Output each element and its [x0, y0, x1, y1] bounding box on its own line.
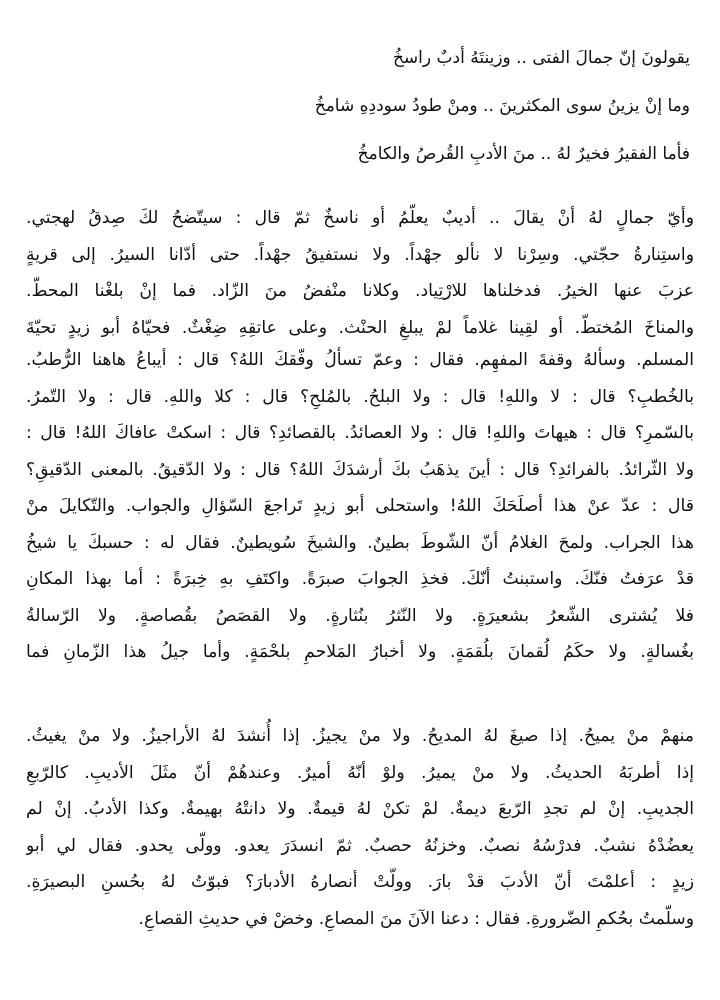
prose-paragraph — [26, 342, 694, 671]
text-line: الجديبِ. إنْ لم تجدِ الرّبعَ ديمةٌ. لمْ تكنْ لهُ قيمةٌ. ولا دانتْهُ بهيمةٌ. وكذا الأدبُ. إنْ لم — [26, 799, 694, 819]
text-line: زيدٍ : أعلمْتَ أنّ الأدبَ قدْ بارَ. وولّتْ أنصارهُ الأدبارَ؟ فبوّتُ لهُ بحُسنِ البصيرَةِ. — [26, 872, 694, 892]
text-line: يعضُدْهُ نشبٌ. فدرْسُهُ نصبٌ. وخزنُهُ حصبٌ. ثمّ انسدَرَ يعدو. وولّى يحدو. فقال لي أبو — [26, 835, 694, 856]
poem-verses — [26, 46, 690, 190]
text-line: ولا الثّرائدُ. بالفرائدِ؟ قال : أينَ يذهَبُ بكَ أرشدَكَ اللهُ؟ قال : ولا الدّقيقُ. بالمعنى الدّقيقِ؟ — [26, 459, 694, 480]
text-line: واستِنارةُ حجّتي. وسِرْنا لا نألو جهْداً. ولا نستفيقُ جهْداً. حتى أدّانا السيرُ. إلى قريةٍ — [26, 244, 694, 265]
text-line: بالسّمرِ؟ قال : هيهاتَ واللهِ! قال : ولا العصائدُ. بالقصائدِ؟ قال : اسكتْ عافاكَ اللهُ! قال : — [26, 423, 694, 443]
prose-paragraph — [26, 200, 694, 346]
prose-paragraph — [26, 718, 694, 937]
text-line: إذا أطربَهُ الحديثُ. ولا منْ يميرُ. ولوْ أنّهُ أميرٌ. وعندهُمْ أنّ مثَلَ الأديبِ. كالرّبعِ — [26, 762, 694, 783]
text-line: بغُسالةٍ. ولا حكَمُ لُقمانَ بلُقمَةٍ. ولا أخبارُ المَلاحمِ بلحْمَةٍ. وأما جيلُ هذا الزّمانِ فما — [26, 642, 694, 662]
text-line: بالخُطبِ؟ قال : لا واللهِ! قال : ولا البلحُ. بالمُلحِ؟ قال : كلا واللهِ. قال : ولا التّمرُ. — [26, 386, 694, 407]
text-line: فلا يُشترى الشّعرُ بشعيرَةٍ. ولا النّثرُ بنُثارةٍ. ولا القصَصُ بقُصاصةٍ. ولا الرّسالةُ — [26, 605, 694, 626]
text-line: منهمْ منْ يميحُ. إذا صيغَ لهُ المديحُ. ولا منْ يجيزُ. إذا أُنشدَ لهُ الأراجيزُ. ولا منْ يغيثُ. — [26, 726, 694, 746]
poem-verse: يقولونَ إنّ جمالَ الفتى .. وزينتَهُ أدبٌ راسخُ — [392, 48, 690, 68]
text-line: قال : عدّ عنْ هذا أصلَحَكَ اللهُ! واستحلى أبو زيدٍ تَراجعَ السّؤالِ والجواب. والتّكايلَ منْ — [26, 496, 694, 516]
poem-verse: فأما الفقيرُ فخيرٌ لهُ .. منَ الأدبِ القُرصُ والكامخُ — [357, 144, 690, 164]
text-line: والمناخَ المُختطّ. أو لقِينا غلاماً لمْ يبلغِ الحنْث. وعلى عاتقِهِ ضِغْثٌ. فحيّاهُ أبو زيدٍ تحيّةَ — [26, 317, 694, 338]
text-line: هذا الجراب. ولمحَ الغلامُ أنّ الشّوطَ بطينٌ. والشيخَ سُويطينٌ. فقال له : حسبكَ يا شيخُ — [26, 532, 694, 553]
text-line: عزبَ عنها الخيرُ. فدخلناها للارْتِياد. وكلانا منْفضُ منَ الزّاد. فما إنْ بلغْنا المحطّ. — [26, 281, 694, 301]
text-line: قدْ عرَفتُ فنّكَ. واستبنتُ أنّكَ. فخذِ الجوابَ صبرَةً. واكتَفِ بهِ خِبرَةً : أما بهذا المكانِ — [26, 569, 694, 589]
text-line: وسلّمتُ بحُكمِ الضّرورةِ. فقال : دعنا الآنَ منَ المصاعِ. وخضْ في حديثِ القصاعِ. — [138, 908, 694, 929]
text-line: المسلم. وسألهُ وقفةَ المفهِم. فقال : وعمّ تسألُ وفّقكَ اللهُ؟ قال : أيباعُ هاهنا الرُّطبُ. — [26, 350, 694, 370]
poem-verse: وما إنْ يزينُ سوى المكثرينَ .. ومنْ طودُ سوددِهِ شامخُ — [314, 96, 690, 116]
text-line: وأيّ جمالٍ لهُ أنْ يقالَ .. أديبٌ يعلّمُ أو ناسخٌ ثمّ قال : سيتّضحُ لكَ صِدقُ لهجتي. — [26, 208, 694, 228]
